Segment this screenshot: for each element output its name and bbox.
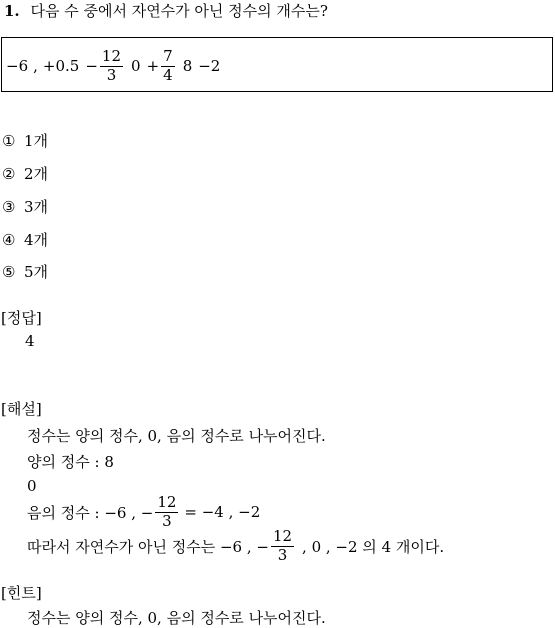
- answer-value: 4: [25, 332, 35, 350]
- number-item: −6: [6, 57, 29, 75]
- explanation-text: 음의 정수 : −6 , −: [27, 503, 154, 522]
- explanation-text: 따라서 자연수가 아닌 정수는 −6 , −: [27, 537, 269, 556]
- fraction-12-3: [100, 46, 123, 84]
- choice-2[interactable]: [2, 163, 48, 184]
- question-text: 다음 수 중에서 자연수가 아닌 정수의 개수는?: [30, 2, 328, 20]
- choice-marker: ①: [2, 132, 16, 150]
- hint-heading: [힌트]: [1, 584, 42, 602]
- number-item-sign: +: [146, 57, 160, 75]
- answer-heading: [정답]: [1, 309, 42, 327]
- fraction-numerator: 12: [101, 46, 122, 65]
- fraction-denominator: 3: [277, 545, 288, 564]
- number-item: 8: [182, 57, 193, 75]
- explanation-line: 0: [27, 477, 37, 495]
- number-item-sign: −: [85, 57, 98, 75]
- fraction-denominator: 4: [163, 65, 173, 84]
- explanation-line: 정수는 양의 정수, 0, 음의 정수로 나누어진다.: [27, 427, 326, 445]
- fraction-numerator: 12: [157, 492, 177, 511]
- hint-text: 정수는 양의 정수, 0, 음의 정수로 나누어진다.: [27, 609, 326, 627]
- choice-label: 1개: [24, 132, 49, 150]
- explanation-heading: [해설]: [1, 400, 42, 418]
- choice-marker: ②: [2, 165, 16, 183]
- fraction-7-4: [161, 46, 175, 84]
- choice-label: 3개: [24, 198, 49, 216]
- choice-marker: ⑤: [2, 263, 16, 281]
- number-list: [6, 46, 220, 86]
- choice-marker: ③: [2, 198, 16, 216]
- fraction-numerator: 12: [272, 526, 293, 545]
- number-item: +0.5: [42, 57, 80, 75]
- explanation-line-conclusion: [27, 524, 444, 568]
- fraction-numerator: 7: [163, 46, 173, 65]
- choice-marker: ④: [2, 231, 16, 249]
- explanation-text: = −4 , −2: [184, 503, 261, 521]
- explanation-text: , 0 , −2 의 4 개이다.: [302, 537, 445, 556]
- choice-label: 5개: [24, 263, 49, 281]
- number-item: −2: [198, 57, 221, 75]
- choice-1[interactable]: [2, 130, 48, 151]
- choice-label: 4개: [24, 231, 49, 249]
- question-number: 1.: [4, 2, 20, 20]
- question-header: [4, 0, 328, 21]
- fraction-denominator: 3: [106, 65, 117, 84]
- fraction-12-3: [271, 526, 294, 564]
- choice-3[interactable]: [2, 196, 48, 217]
- choice-5[interactable]: [2, 261, 48, 282]
- number-item: 0: [131, 57, 141, 75]
- separator: ,: [33, 57, 38, 75]
- explanation-line: 양의 정수 : 8: [27, 453, 114, 471]
- fraction-denominator: 3: [162, 511, 172, 530]
- choice-4[interactable]: [2, 229, 48, 250]
- choice-label: 2개: [24, 165, 49, 183]
